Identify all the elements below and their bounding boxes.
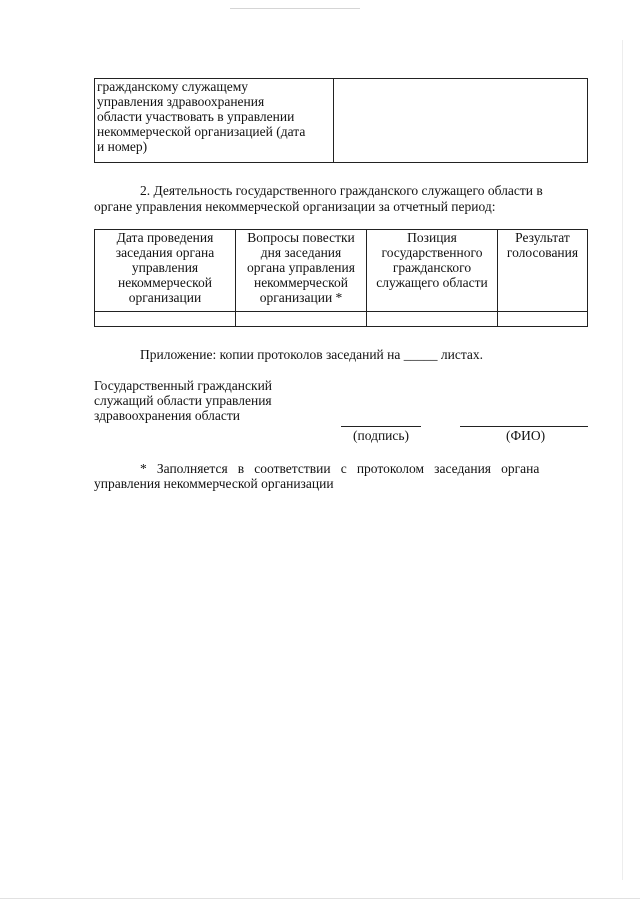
question-line: и номер) [97,139,148,154]
question-text [97,79,331,154]
appendix-prefix: Приложение: копии протоколов заседаний на [140,347,401,362]
table-cell [95,312,236,327]
continuation-table [94,78,588,163]
header-agenda-questions [236,230,367,312]
signature-line [341,426,421,427]
section-2-heading-cont: органе управления некоммерческой организации за отчетный период: [94,199,496,214]
table-cell-answer [334,79,588,163]
header-position [367,230,498,312]
footnote [94,461,588,491]
appendix-pages-blank: _____ [403,347,438,362]
signer-title-line: Государственный гражданский [94,378,273,393]
header-line: гражданского [392,260,472,275]
header-vote-result [498,230,588,312]
header-line: Результат [515,230,570,245]
section-2-heading: 2. Деятельность государственного гражданского служащего области в [140,183,543,198]
question-line: гражданскому служащему [97,79,249,94]
header-line: органа управления [247,260,355,275]
header-line: служащего области [376,275,488,290]
header-line: некоммерческой [253,275,349,290]
header-line: некоммерческой [117,275,213,290]
header-meeting-date [95,230,236,312]
table-row [95,79,588,163]
table-cell-question [95,79,334,163]
header-line: государственного [381,245,483,260]
signer-title-line: служащий области управления [94,393,272,408]
table-cell [498,312,588,327]
header-line: организации * [259,290,343,305]
header-line: голосования [506,245,579,260]
signature-label: (подпись) [353,428,410,443]
header-line: Дата проведения [116,230,214,245]
header-line: управления [131,260,199,275]
table-cell [236,312,367,327]
table-header-row [95,230,588,312]
question-line: области участвовать в управлении [97,109,295,124]
activity-table [94,229,588,327]
fio-line [460,426,588,427]
appendix-line [140,347,483,362]
header-line: организации [128,290,202,305]
signer-title-line: здравоохранения области [94,408,241,423]
header-line: заседания органа [115,245,215,260]
table-row [95,312,588,327]
header-line: дня заседания [260,245,342,260]
signer-title [94,378,272,423]
scan-artifact-top [230,8,360,9]
footnote-line: управления некоммерческой организации [94,476,334,491]
header-line: Вопросы повестки [247,230,355,245]
scan-artifact-bottom [0,898,640,899]
table-cell [367,312,498,327]
appendix-suffix: листах. [440,347,484,362]
header-line: Позиция [407,230,457,245]
footnote-line: * Заполняется в соответствии с протоколом заседания органа [140,461,540,476]
question-line: некоммерческой организацией (дата [97,124,306,139]
question-line: управления здравоохранения [97,94,265,109]
fio-label: (ФИО) [506,428,546,443]
scan-artifact-right-edge [622,40,623,880]
